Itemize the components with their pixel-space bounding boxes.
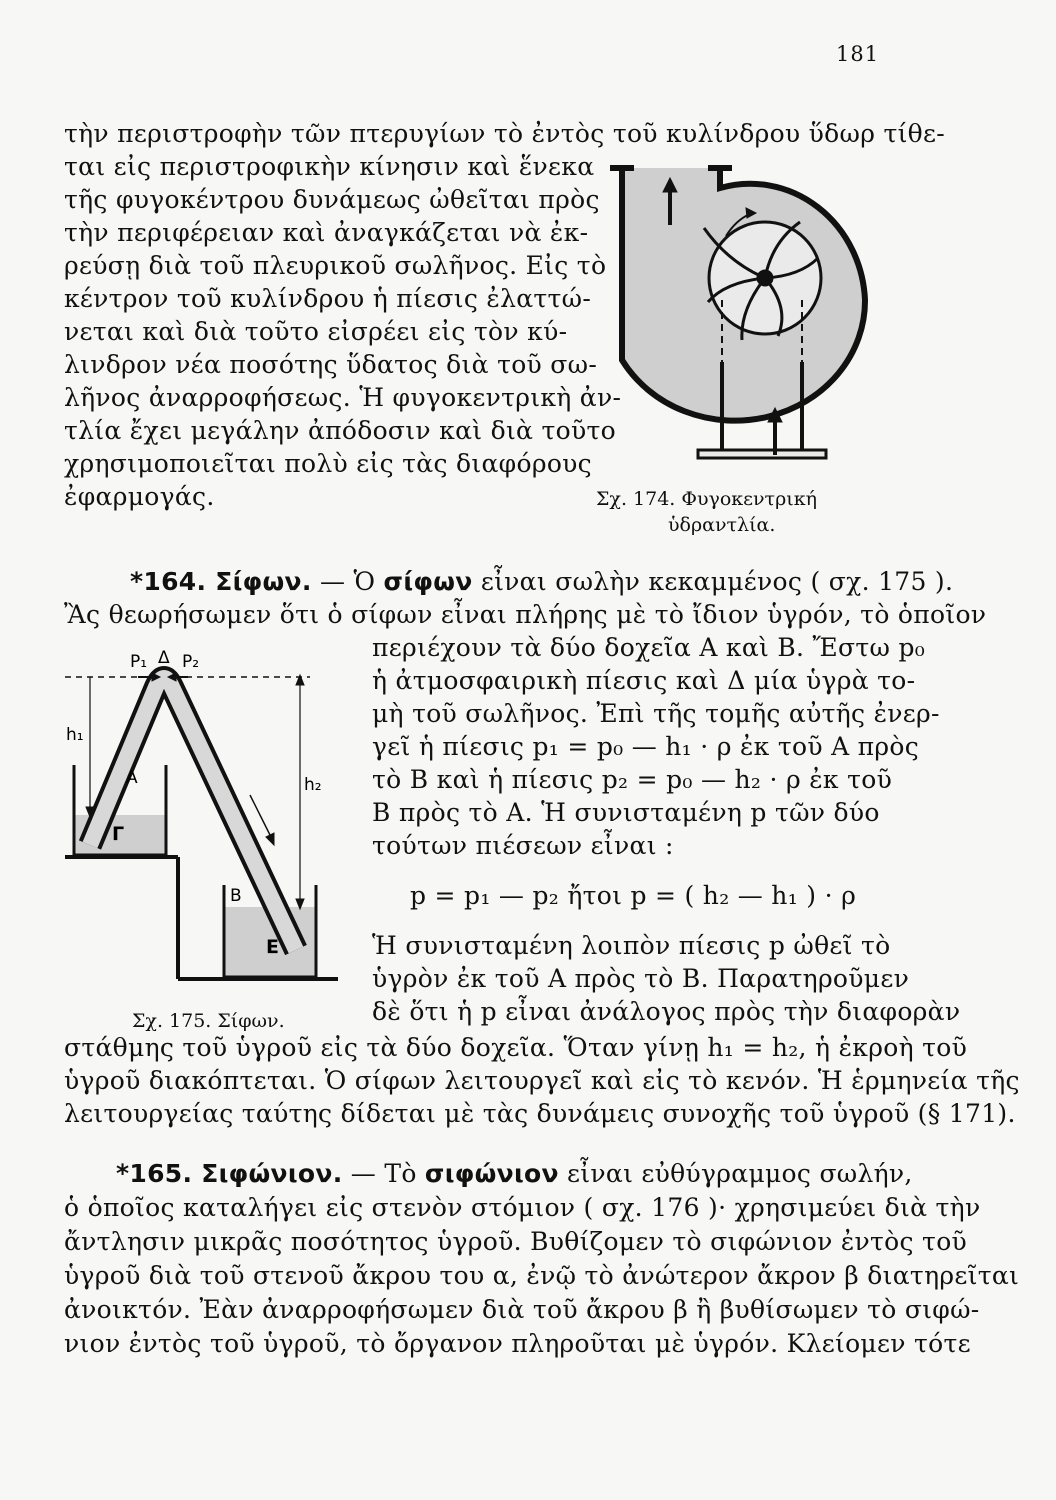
label-B: Β: [230, 886, 242, 906]
text-line: ρεύσῃ διὰ τοῦ πλευρικοῦ σωλῆνος. Εἰς τὸ: [64, 251, 607, 280]
text-line: ἄντλησιν μικρᾶς ποσότητος ὑγροῦ. Βυθίζομεν τὸ σιφώνιον ἐντὸς τοῦ: [64, 1227, 968, 1256]
text-line: λινδρον νέα ποσότης ὕδατος διὰ τοῦ σω-: [64, 350, 598, 379]
text-line: στάθμης τοῦ ὑγροῦ εἰς τὰ δύο δοχεῖα. Ὅταν γίνῃ h₁ = h₂, ἡ ἐκροὴ τοῦ: [64, 1033, 968, 1062]
text-line: τῆς φυγοκέντρου δυνάμεως ὠθεῖται πρὸς: [64, 185, 600, 214]
section-164-intro: — Ὁ: [319, 567, 376, 596]
text-line: ὑγροῦ διὰ τοῦ στενοῦ ἄκρου του α, ἐνῷ τὸ ἀνώτερον ἄκρον β διατηρεῖται: [64, 1261, 1020, 1290]
section-164-heading: *164. Σίφων.: [130, 567, 312, 596]
section-165-line1-rest: εἶναι εὐθύγραμμος σωλήν,: [567, 1159, 913, 1188]
text-line: τὸ Β καὶ ἡ πίεσις p₂ = p₀ — h₂ · ρ ἐκ τοῦ: [372, 765, 893, 794]
figure-175-caption: Σχ. 175. Σίφων.: [132, 1010, 285, 1032]
text-line: ὑγρὸν ἐκ τοῦ Α πρὸς τὸ Β. Παρατηροῦμεν: [372, 964, 910, 993]
section-165-intro: — Τὸ: [350, 1159, 417, 1188]
text-line: δὲ ὅτι ἡ p εἶναι ἀνάλογος πρὸς τὴν διαφορὰν: [372, 997, 961, 1026]
text-line: ἡ ἀτμοσφαιρικὴ πίεσις καὶ Δ μία ὑγρὰ το-: [372, 666, 916, 695]
section-164-line1-rest: εἶναι σωλὴν κεκαμμένος ( σχ. 175 ).: [480, 567, 954, 596]
text-line: λειτουργείας ταύτης δίδεται μὲ τὰς δυνάμεις συνοχῆς τοῦ ὑγροῦ (§ 171).: [64, 1099, 1016, 1128]
figure-174-caption-line1: Σχ. 174. Φυγοκεντρική: [596, 488, 817, 510]
section-165-term: σιφώνιον: [424, 1159, 559, 1188]
text-line: γεῖ ἡ πίεσις p₁ = p₀ — h₁ · ρ ἐκ τοῦ Α πρὸς: [372, 732, 920, 761]
label-delta: Δ: [158, 648, 170, 668]
siphon-figure: [60, 645, 360, 1015]
text-line: ὑγροῦ διακόπτεται. Ὁ σίφων λειτουργεῖ καὶ εἰς τὸ κενόν. Ἡ ἑρμηνεία τῆς: [64, 1066, 1020, 1095]
text-line: ται εἰς περιστροφικὴν κίνησιν καὶ ἕνεκα: [64, 152, 595, 181]
text-line: Ἂς θεωρήσωμεν ὅτι ὁ σίφων εἶναι πλήρης μὲ τὸ ἴδιον ὑγρόν, τὸ ὁποῖον: [64, 600, 987, 629]
formula: p = p₁ — p₂ ἤτοι p = ( h₂ — h₁ ) · ρ: [410, 881, 857, 910]
text-line: κέντρον τοῦ κυλίνδρου ἡ πίεσις ἐλαττώ-: [64, 284, 592, 313]
label-A: Α: [126, 768, 138, 788]
text-line: τλία ἔχει μεγάλην ἀπόδοσιν καὶ διὰ τοῦτο: [64, 416, 616, 445]
text-line: τούτων πιέσεων εἶναι :: [372, 831, 674, 860]
label-h1: h₁: [66, 725, 84, 745]
label-p1: P₁: [130, 652, 148, 672]
text-line: ἐφαρμογάς.: [64, 482, 215, 511]
text-line: ὁ ὁποῖος καταλήγει εἰς στενὸν στόμιον ( σχ. 176 )· χρησιμεύει διὰ τὴν: [64, 1193, 981, 1222]
text-line: νιον ἐντὸς τοῦ ὑγροῦ, τὸ ὄργανον πληροῦται μὲ ὑγρόν. Κλείομεν τότε: [64, 1329, 971, 1358]
text-line: λῆνος ἀναρροφήσεως. Ἡ φυγοκεντρικὴ ἀν-: [64, 383, 622, 412]
section-165-heading: *165. Σιφώνιον.: [116, 1159, 343, 1188]
text-line: μὴ τοῦ σωλῆνος. Ἐπὶ τῆς τομῆς αὐτῆς ἐνερ-: [372, 699, 940, 728]
text-line: Ἡ συνισταμένη λοιπὸν πίεσις p ὠθεῖ τὸ: [372, 931, 891, 960]
text-line: ἀνοικτόν. Ἐὰν ἀναρροφήσωμεν διὰ τοῦ ἄκρου β ἢ βυθίσωμεν τὸ σιφώ-: [64, 1295, 980, 1324]
label-p2: P₂: [182, 652, 200, 672]
section-165-first-line: [116, 1158, 913, 1190]
centrifugal-pump-figure: [600, 150, 900, 490]
label-h2: h₂: [304, 775, 322, 795]
label-G: Γ: [112, 823, 125, 845]
text-line: περιέχουν τὰ δύο δοχεῖα Α καὶ Β. Ἔστω p₀: [372, 633, 926, 662]
text-line: χρησιμοποιεῖται πολὺ εἰς τὰς διαφόρους: [64, 449, 592, 478]
text-line: νεται καὶ διὰ τοῦτο εἰσρέει εἰς τὸν κύ-: [64, 317, 568, 346]
page-number: 181: [836, 42, 880, 66]
text-line: Β πρὸς τὸ Α. Ἡ συνισταμένη p τῶν δύο: [372, 798, 880, 827]
section-164-term: σίφων: [383, 567, 473, 596]
text-line: τὴν περιστροφὴν τῶν πτερυγίων τὸ ἐντὸς τοῦ κυλίνδρου ὕδωρ τίθε-: [64, 119, 946, 148]
figure-174-caption-line2: ὑδραντλία.: [668, 514, 776, 536]
section-164-first-line: [130, 566, 953, 598]
label-E: Ε: [266, 936, 279, 958]
text-line: τὴν περιφέρειαν καὶ ἀναγκάζεται νὰ ἐκ-: [64, 218, 589, 247]
